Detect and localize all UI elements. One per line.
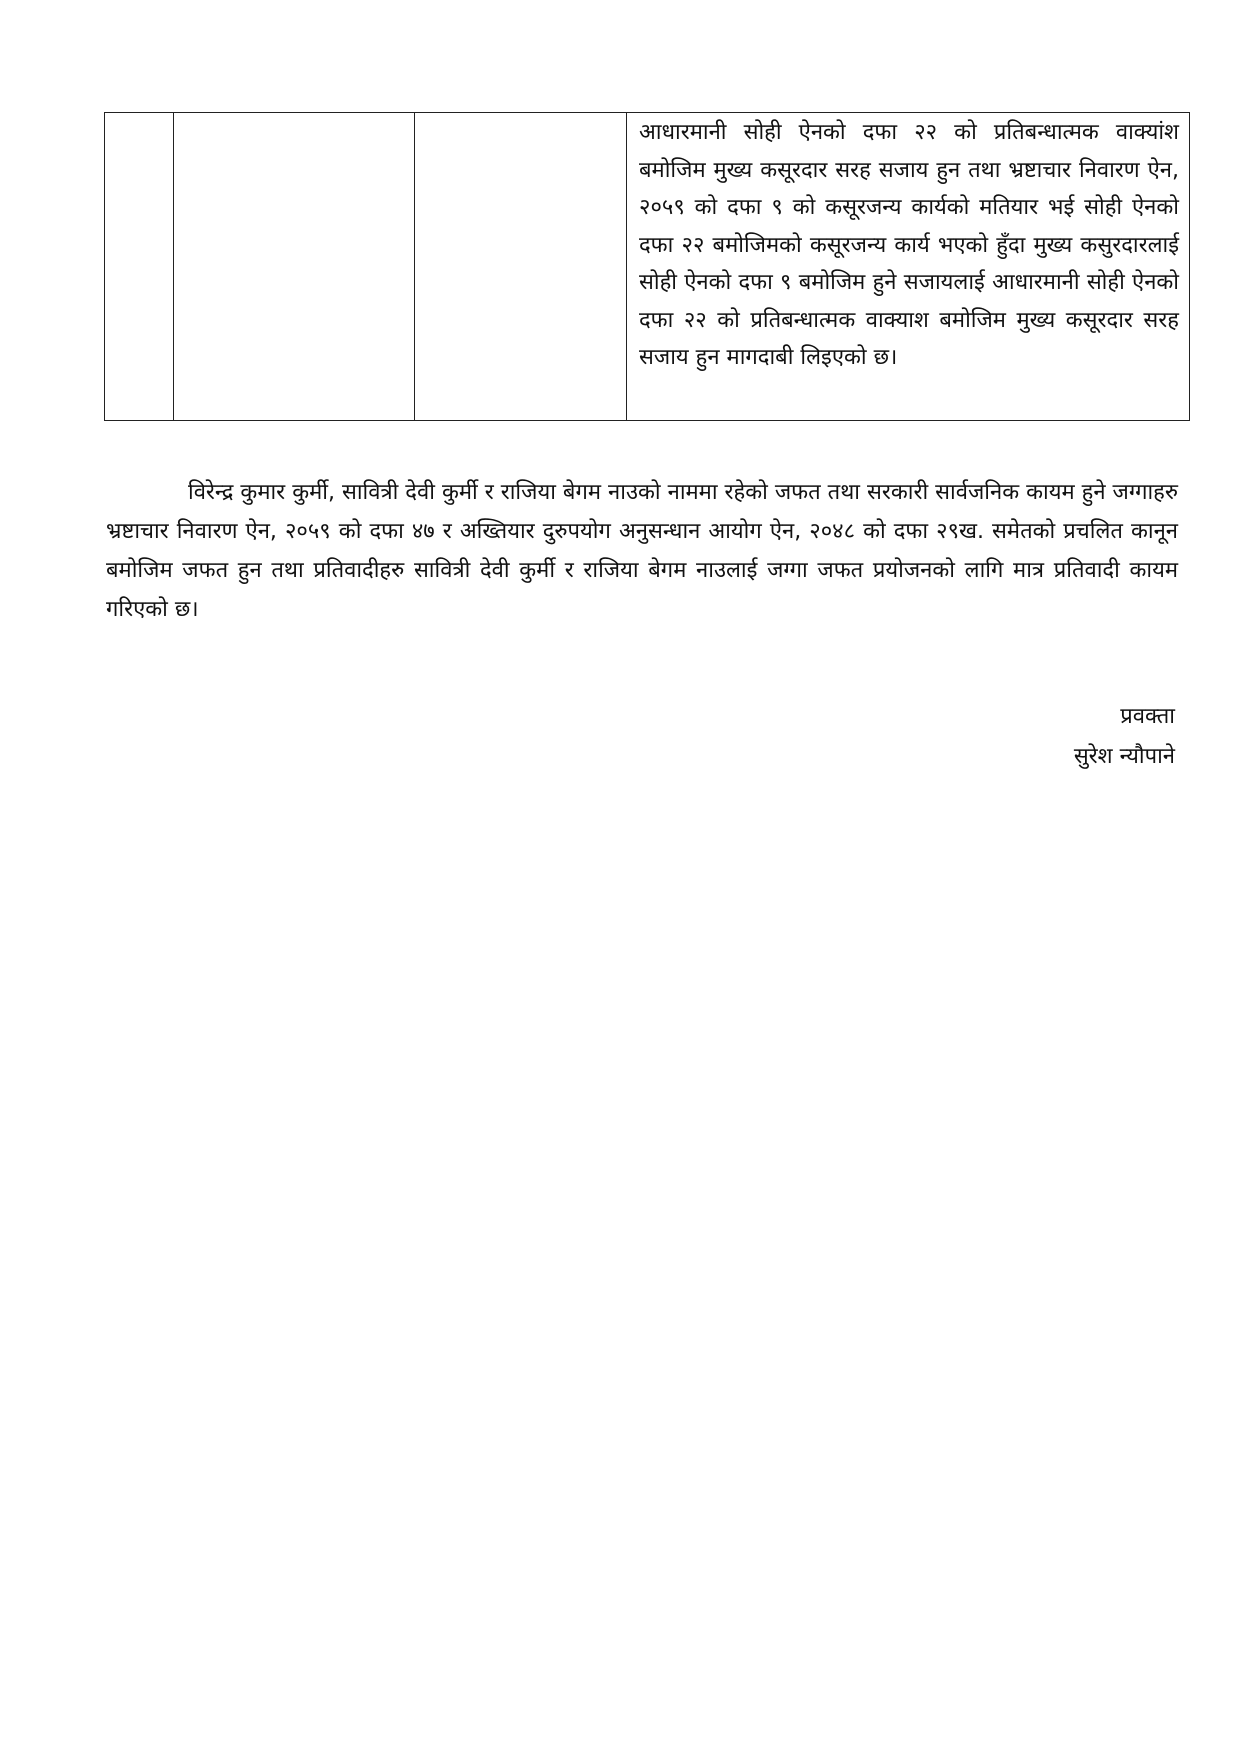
signature-name: सुरेश न्यौपाने	[1073, 744, 1175, 769]
table-cell-address	[415, 113, 627, 421]
table-cell-serial	[105, 113, 174, 421]
signature-title: प्रवक्ता	[1120, 704, 1175, 729]
table-cell-charge	[627, 113, 1190, 421]
charge-table	[104, 112, 1190, 421]
table-cell-defendant	[174, 113, 415, 421]
charge-description: आधारमानी सोही ऐनको दफा २२ को प्रतिबन्धात्मक वाक्यांश बमोजिम मुख्य कसूरदार सरह सजाय हुन तथा भ्रष्टाचार निवारण ऐन, २०५९ को दफा ९ को कसूरजन्य कार्यको मतियार भई सोही ऐनको दफा २२ बमोजिमको कसूरजन्य कार्य भएको हुँदा मुख्य कसुरदारलाई सोही ऐनको दफा ९ बमोजिम हुने सजायलाई आधारमानी सोही ऐनको दफा २२ को प्रतिबन्धात्मक वाक्याश बमोजिम मुख्य कसूरदार सरह सजाय हुन मागदाबी लिइएको छ।	[639, 120, 1179, 370]
signature-block	[1074, 697, 1175, 777]
table-row	[105, 113, 1190, 421]
body-paragraph: विरेन्द्र कुमार कुर्मी, सावित्री देवी कुर्मी र राजिया बेगम नाउको नाममा रहेको जफत तथा सरकारी सार्वजनिक कायम हुने जग्गाहरु भ्रष्टाचार निवारण ऐन, २०५९ को दफा ४७ र अख्तियार दुरुपयोग अनुसन्धान आयोग ऐन, २०४८ को दफा २९ख. समेतको प्रचलित कानून बमोजिम जफत हुन तथा प्रतिवादीहरु सावित्री देवी कुर्मी र राजिया बेगम नाउलाई जग्गा जफत प्रयोजनको लागि मात्र प्रतिवादी कायम गरिएको छ।	[106, 480, 1178, 622]
